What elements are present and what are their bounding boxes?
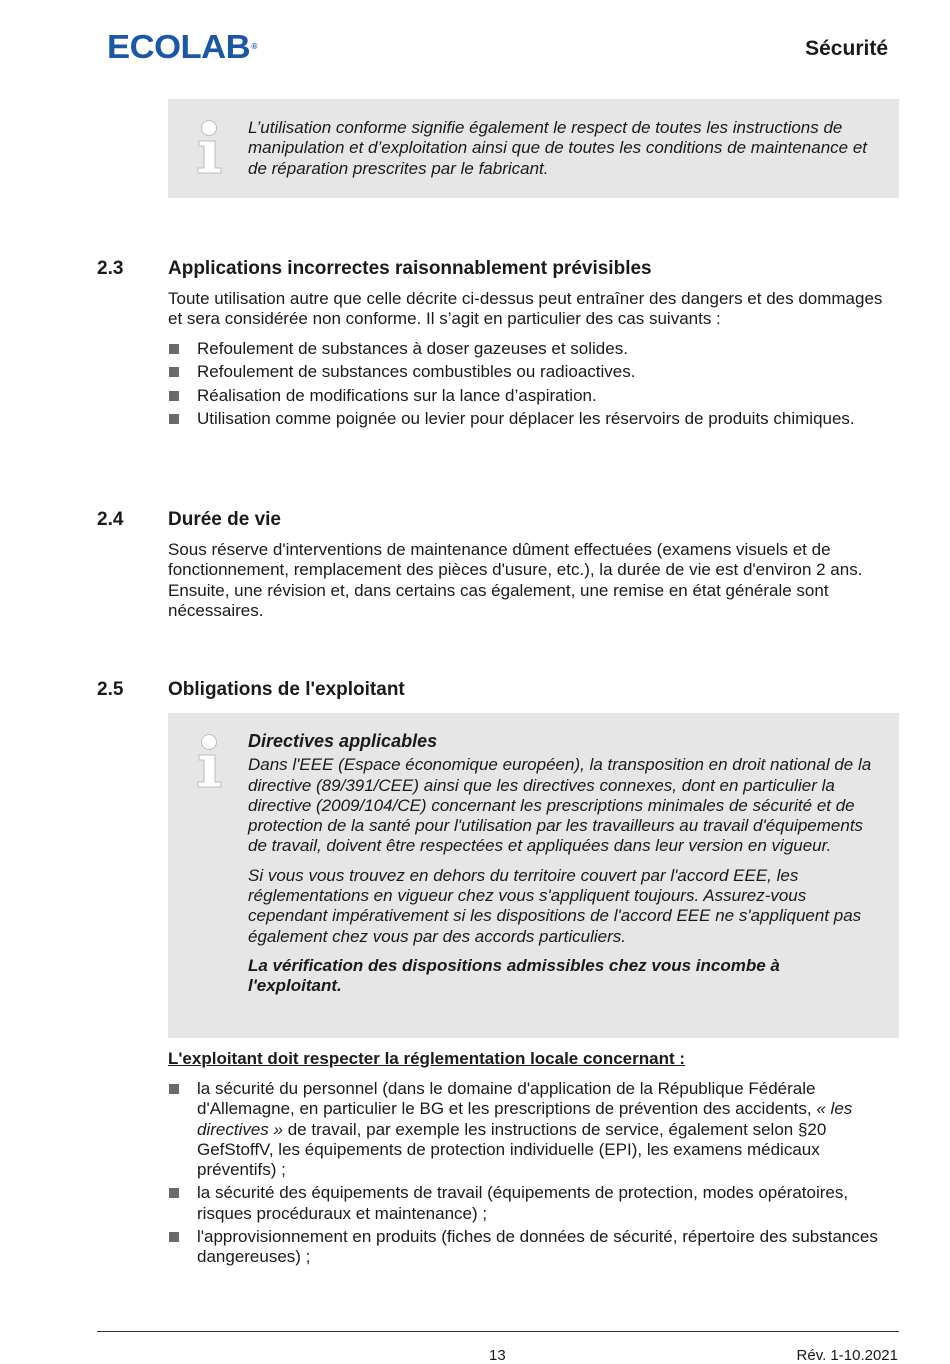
list-item: Refoulement de substances combustibles ou radioactives. [168,362,900,382]
ecolab-logo [107,30,257,64]
section-title: Applications incorrectes raisonnablement prévisibles [168,258,652,279]
list-item: la sécurité des équipements de travail (équipements de protection, modes opératoires, risques procéduraux et maintenance) ; [168,1183,900,1224]
info-box-text: L’utilisation conforme signifie également le respect de toutes les instructions de manipulation et d’exploitation ainsi que de toutes les conditions de maintenance et de réparation prescrites par le fabricant. [248,118,868,178]
misuse-list [168,339,900,432]
info-box-heading: Directives applicables [248,731,438,751]
info-paragraph: Dans l'EEE (Espace économique européen), la transposition en droit national de la directive (89/391/CEE) ainsi que les directives connexes, dont en particulier la directive (2009/104/CE) concernant les prescriptions minimales de sécurité et de protection de la santé pour l'utilisation par les travailleurs au travail d'équipements de travail, doivent être respectées et appliquées dans leur version en vigueur. [248,755,872,856]
info-icon [194,119,228,175]
info-icon [194,733,228,789]
info-paragraph-bold: La vérification des dispositions admissibles chez vous incombe à l'exploitant. [248,955,780,996]
section-number: 2.3 [97,258,124,279]
info-paragraph: Si vous vous trouvez en dehors du territoire couvert par l'accord EEE, les réglementations en vigueur chez vous s'appliquent toujours. Assurez-vous cependant impérativement si les dispositions de l'accord EEE ne s'appliquent pas également chez vous par des accords particuliers. [248,865,862,946]
section-title: Durée de vie [168,509,281,530]
section-title: Obligations de l'exploitant [168,679,405,700]
list-item: Réalisation de modifications sur la lance d’aspiration. [168,386,900,406]
list-item: Utilisation comme poignée ou levier pour déplacer les réservoirs de produits chimiques. [168,409,900,429]
logo-text: ECOLAB [107,28,251,65]
info-box-directives [168,713,899,1038]
page-number: 13 [489,1347,506,1364]
section-intro: Toute utilisation autre que celle décrite ci-dessus peut entraîner des dangers et des dommages et sera considérée non conforme. Il s’agit en particulier des cas suivants : [168,289,883,329]
list-heading: L'exploitant doit respecter la réglementation locale concernant : [168,1049,685,1068]
list-item: Refoulement de substances à doser gazeuses et solides. [168,339,900,359]
info-box-usage [168,99,899,198]
footer-divider [97,1331,899,1332]
list-item: l'approvisionnement en produits (fiches de données de sécurité, répertoire des substances dangereuses) ; [168,1227,900,1268]
directives-italic: « les directives » [197,1099,853,1139]
registered-mark: ® [251,42,257,51]
section-number: 2.4 [97,509,124,530]
section-text: Sous réserve d'interventions de maintenance dûment effectuées (examens visuels et de fonctionnement, remplacement des pièces d'usure, etc.), la durée de vie est d'environ 2 ans. Ensuite, une révision et, dans certains cas également, une remise en état générale sont nécessaires. [168,540,863,620]
header-section-title: Sécurité [805,37,888,60]
operator-obligations-list [168,1079,900,1271]
revision-label: Rév. 1-10.2021 [796,1347,898,1364]
section-number: 2.5 [97,679,124,700]
list-item: la sécurité du personnel (dans le domaine d'application de la République Fédérale d'Allemagne, en particulier le BG et les prescriptions de prévention des accidents, « les directives » de travail, par exemple les instructions de service, également selon §20 GefStoffV, les équipements de protection individuelle (EPI), les examens médicaux préventifs) ; [168,1079,900,1180]
info-box-text [248,731,877,1006]
